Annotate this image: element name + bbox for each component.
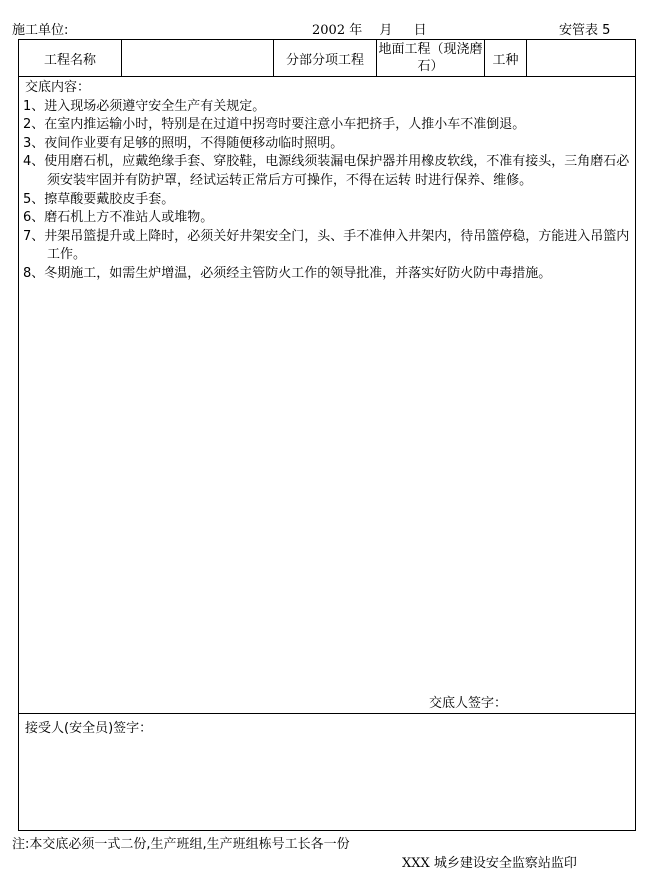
content-item-8: 8、冬期施工，如需生炉增温，必须经主管防火工作的领导批准，并落实好防火防中毒措施。 [23, 265, 552, 281]
form-code: 安管表 5 [559, 23, 611, 38]
sub-project-label: 分部分项工程 [274, 40, 377, 77]
content-item-3: 3、夜间作业要有足够的照明，不得随便移动临时照明。 [23, 135, 344, 151]
content-title: 交底内容： [25, 80, 91, 95]
project-name-value [122, 40, 274, 77]
footer-note: 注:本交底必须一式二份,生产班组,生产班组栋号工长各一份 [12, 837, 350, 852]
receiver-signature-label: 接受人(安全员)签字： [25, 721, 153, 736]
unit-label: 施工单位: [12, 23, 69, 38]
project-name-label: 工程名称 [19, 40, 122, 77]
content-item-5: 5、擦草酸要戴胶皮手套。 [23, 191, 175, 207]
footer-stamp: XXX 城乡建设安全监察站监印 [402, 856, 577, 871]
content-item-6: 6、磨石机上方不准站人或堆物。 [23, 210, 214, 226]
receiver-row [19, 714, 636, 831]
content-item-4: 4、使用磨石机，应戴绝缘手套、穿胶鞋，电源线须装漏电保护器并用橡皮软线，不准有接头，三角磨石必须安装牢固并有防护罩，经试运转正常后方可操作，不得在运转 时进行保养、维修。 [23, 154, 630, 188]
content-cell [19, 77, 636, 714]
content-body [23, 79, 631, 284]
sub-project-value: 地面工程（现浇磨石） [378, 42, 483, 74]
sub-project-value-cell [377, 40, 485, 77]
work-type-label: 工种 [485, 40, 527, 77]
info-row [19, 40, 636, 77]
disclosure-form [18, 39, 636, 831]
content-item-1: 1、进入现场必须遵守安全生产有关规定。 [23, 98, 266, 114]
content-item-7: 7、井架吊篮提升或上降时，必须关好井架安全门，头、手不准伸入井架内，待吊篮停稳，方能进入吊篮内工作。 [23, 228, 630, 263]
receiver-cell [19, 714, 636, 831]
discloser-signature-label: 交底人签字： [429, 696, 508, 711]
content-row [19, 77, 636, 714]
work-type-value [527, 40, 636, 77]
content-item-2: 2、在室内推运输小时，特别是在过道中拐弯时要注意小车把挤手，人推小车不准倒退。 [23, 117, 526, 133]
date-text: 2002 年 月 日 [312, 23, 427, 38]
